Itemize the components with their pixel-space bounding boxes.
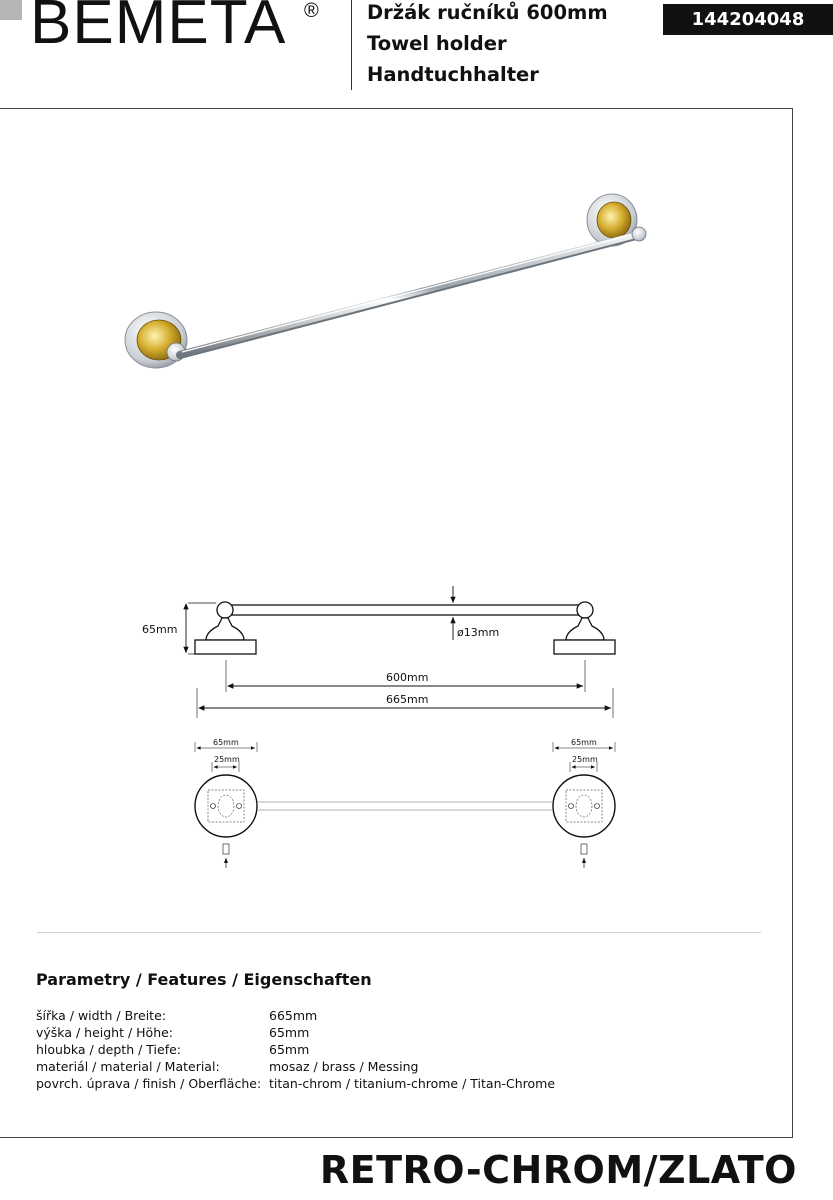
- registered-mark: ®: [304, 0, 319, 22]
- spec-label: materiál / material / Material:: [36, 1059, 220, 1074]
- product-title-cs: Držák ručníků 600mm: [367, 1, 608, 24]
- top-view: [195, 775, 615, 854]
- spec-label: výška / height / Höhe:: [36, 1025, 174, 1040]
- left-base-width-label: 65mm: [213, 738, 239, 747]
- front-view: [195, 602, 615, 654]
- section-divider: [37, 932, 761, 933]
- spec-label: povrch. úprava / finish / Oberfläche:: [36, 1076, 262, 1091]
- diameter-label: ø13mm: [457, 626, 500, 639]
- right-base-width-label: 65mm: [571, 738, 597, 747]
- spec-value: 65mm: [269, 1025, 310, 1040]
- spec-value: 665mm: [269, 1008, 318, 1023]
- total-length-label: 665mm: [386, 693, 429, 706]
- product-title-de: Handtuchhalter: [367, 63, 539, 86]
- spec-label: hloubka / depth / Tiefe:: [36, 1042, 181, 1057]
- brand-logo: BEMETA: [30, 0, 287, 57]
- inner-length-label: 600mm: [386, 671, 429, 684]
- collection-name: RETRO-CHROM/ZLATO: [319, 1148, 797, 1192]
- left-hole-spacing-label: 25mm: [214, 755, 240, 764]
- features-heading: Parametry / Features / Eigenschaften: [36, 970, 372, 989]
- spec-value: 65mm: [269, 1042, 310, 1057]
- height-dimension-label: 65mm: [142, 623, 178, 636]
- spec-value: titan-chrom / titanium-chrome / Titan-Chrome: [269, 1076, 556, 1091]
- product-title-en: Towel holder: [367, 32, 507, 55]
- spec-value: mosaz / brass / Messing: [269, 1059, 419, 1074]
- product-code-badge: 144204048: [663, 4, 833, 35]
- spec-label: šířka / width / Breite:: [36, 1008, 166, 1023]
- right-hole-spacing-label: 25mm: [572, 755, 598, 764]
